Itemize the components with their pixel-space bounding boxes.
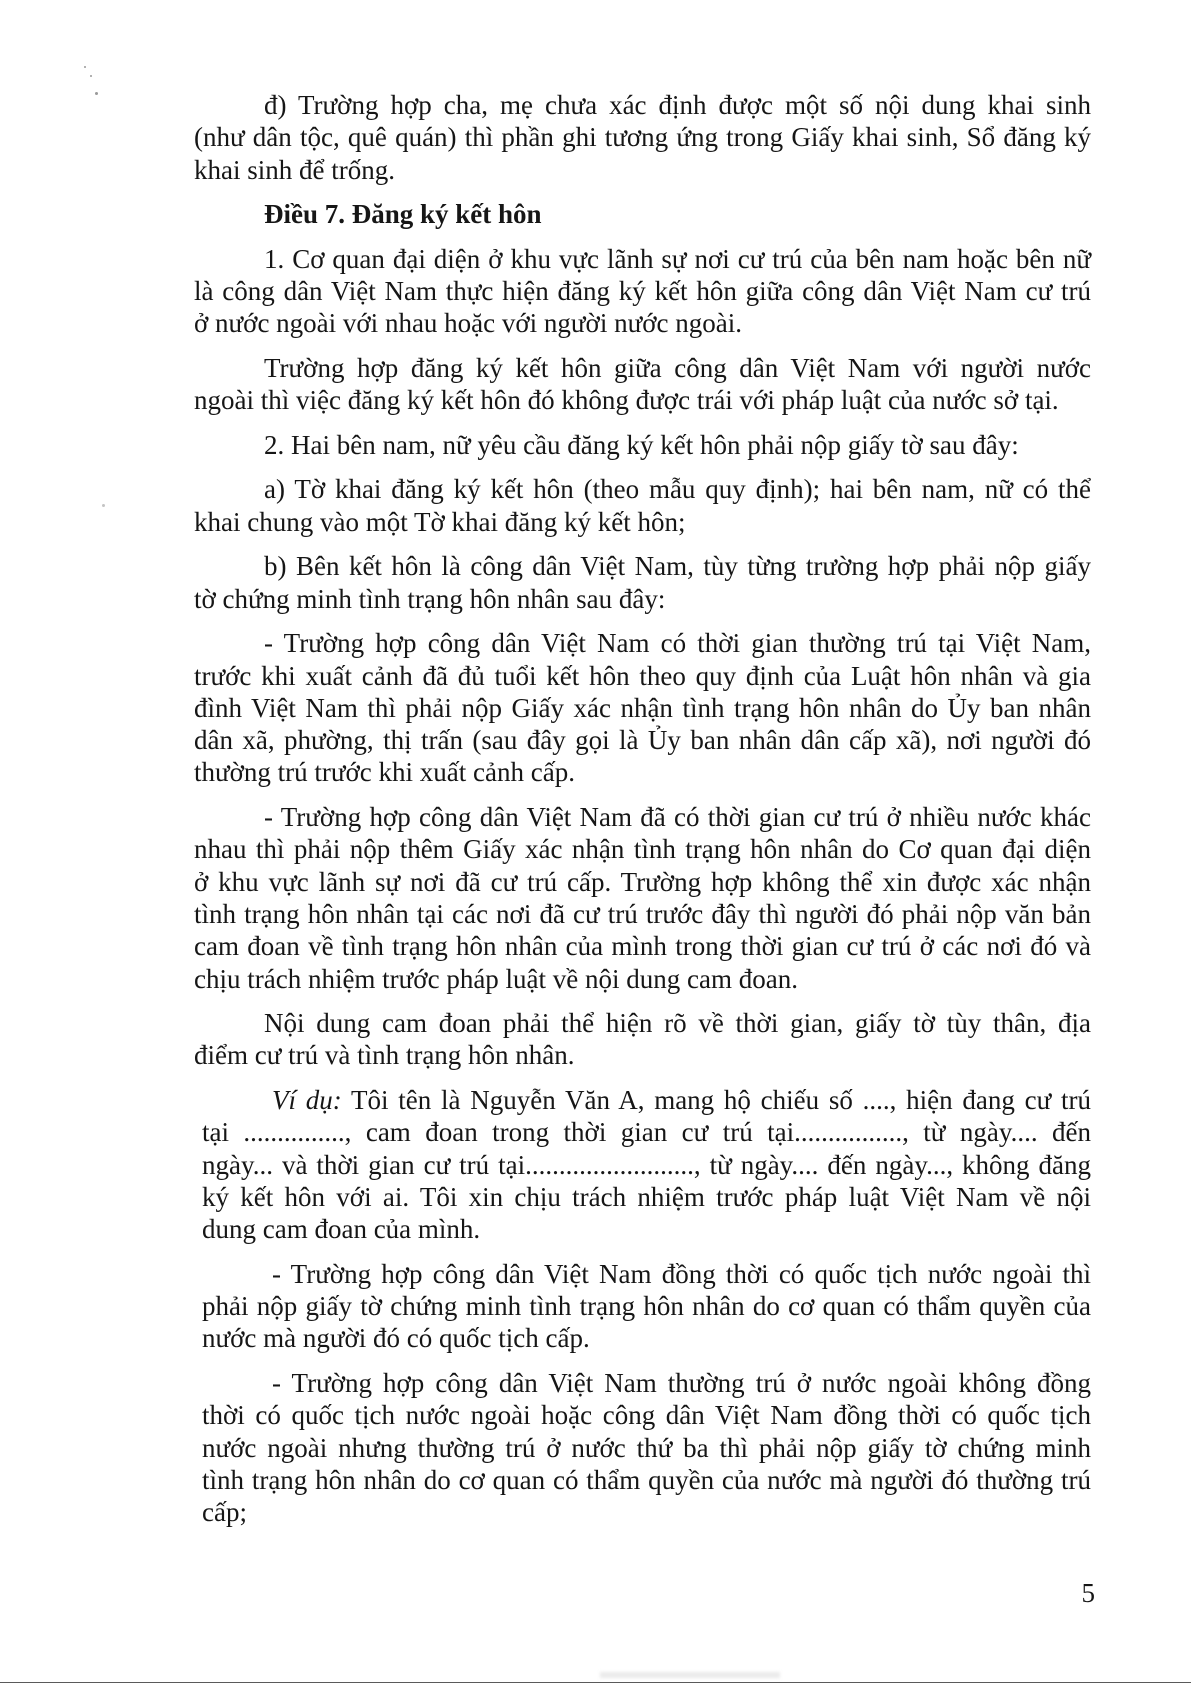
text-line: là công dân Việt Nam thực hiện đăng ký kết hôn giữa công dân Việt Nam cư trú [194, 276, 1091, 307]
text-line: ở khu vực lãnh sự nơi đã cư trú cấp. Trường hợp không thể xin được xác nhận [194, 866, 1091, 897]
text-line: (như dân tộc, quê quán) thì phần ghi tương ứng trong Giấy khai sinh, Sổ đăng ký [194, 122, 1091, 153]
paragraph [194, 550, 1091, 615]
text-line: - Trường hợp công dân Việt Nam thường trú ở nước ngoài không đồng [272, 1367, 1091, 1398]
example-paragraph [202, 1084, 1091, 1245]
article-heading-block [194, 198, 1091, 230]
scan-speck [90, 75, 92, 77]
text-line: điểm cư trú và tình trạng hôn nhân. [194, 1040, 575, 1071]
text-line: - Trường hợp công dân Việt Nam có thời gian thường trú tại Việt Nam, [264, 628, 1091, 659]
text-line: Trường hợp đăng ký kết hôn giữa công dân Việt Nam với người nước [264, 352, 1091, 383]
paragraph [194, 243, 1091, 340]
text-line: cam đoan về tình trạng hôn nhân của mình trong thời gian cư trú ở các nơi đó và [194, 931, 1091, 962]
paragraph [194, 473, 1091, 538]
paragraph [202, 1367, 1091, 1528]
text-line: ngoài thì việc đăng ký kết hôn đó không được trái với pháp luật của nước sở tại. [194, 385, 1059, 416]
text-line: trước khi xuất cảnh đã đủ tuổi kết hôn theo quy định của Luật hôn nhân và gia [194, 660, 1091, 691]
scan-edge-line [0, 1682, 1191, 1683]
paragraph [194, 89, 1091, 186]
text-line: a) Tờ khai đăng ký kết hôn (theo mẫu quy định); hai bên nam, nữ có thể [264, 474, 1091, 505]
text-line: dung cam đoan của mình. [202, 1214, 481, 1245]
text-line: ở nước ngoài với nhau hoặc với người nước ngoài. [194, 308, 742, 339]
document-body [194, 89, 1091, 1541]
paragraph [194, 627, 1091, 788]
article-heading: Điều 7. Đăng ký kết hôn [264, 199, 542, 230]
scan-artifact [600, 1672, 780, 1678]
scan-speck [95, 92, 98, 95]
text-line: cấp; [202, 1497, 247, 1528]
paragraph [194, 429, 1091, 461]
text-line: chịu trách nhiệm trước pháp luật về nội dung cam đoan. [194, 963, 798, 994]
text-line-content: Tôi tên là Nguyễn Văn A, mang hộ chiếu số ...., hiện đang cư trú [351, 1084, 1091, 1115]
text-line: ngày... và thời gian cư trú tại........................., từ ngày.... đến ngày..., không đăng [202, 1149, 1091, 1180]
text-line [202, 1084, 1091, 1116]
text-line: nước ngoài nhưng thường trú ở nước thứ ba thì phải nộp giấy tờ chứng minh [202, 1432, 1091, 1463]
text-line: ký kết hôn với ai. Tôi xin chịu trách nhiệm trước pháp luật Việt Nam về nội [202, 1181, 1091, 1212]
text-line: phải nộp giấy tờ chứng minh tình trạng hôn nhân do cơ quan có thẩm quyền của [202, 1291, 1091, 1322]
example-label: Ví dụ: [272, 1084, 342, 1115]
text-line: đình Việt Nam thì phải nộp Giấy xác nhận tình trạng hôn nhân do Ủy ban nhân [194, 692, 1091, 723]
text-line: khai sinh để trống. [194, 154, 395, 185]
text-line: thời có quốc tịch nước ngoài hoặc công dân Việt Nam đồng thời có quốc tịch [202, 1400, 1091, 1431]
text-line: dân xã, phường, thị trấn (sau đây gọi là Ủy ban nhân dân cấp xã), nơi người đó [194, 725, 1091, 756]
text-line: nước mà người đó có quốc tịch cấp. [202, 1323, 590, 1354]
scan-speck [102, 504, 105, 507]
text-line: nhau thì phải nộp thêm Giấy xác nhận tình trạng hôn nhân do Cơ quan đại diện [194, 834, 1091, 865]
text-line: 1. Cơ quan đại diện ở khu vực lãnh sự nơi cư trú của bên nam hoặc bên nữ [264, 243, 1091, 274]
text-line: 2. Hai bên nam, nữ yêu cầu đăng ký kết hôn phải nộp giấy tờ sau đây: [264, 429, 1019, 460]
text-line: khai chung vào một Tờ khai đăng ký kết hôn; [194, 506, 686, 537]
scan-speck [84, 66, 86, 68]
text-line: - Trường hợp công dân Việt Nam đồng thời có quốc tịch nước ngoài thì [272, 1258, 1091, 1289]
text-line: Nội dung cam đoan phải thể hiện rõ về thời gian, giấy tờ tùy thân, địa [264, 1008, 1091, 1039]
text-line: tại ..............., cam đoan trong thời gian cư trú tại................, từ ngày.... đến [202, 1117, 1091, 1148]
paragraph [202, 1258, 1091, 1355]
paragraph [194, 1007, 1091, 1072]
page-number: 5 [1081, 1578, 1095, 1608]
paragraph [194, 352, 1091, 417]
paragraph [194, 801, 1091, 995]
text-line: tình trạng hôn nhân tại các nơi đã cư trú trước đây thì người đó phải nộp văn bản [194, 898, 1091, 929]
text-line: đ) Trường hợp cha, mẹ chưa xác định được một số nội dung khai sinh [264, 90, 1091, 120]
text-line: tình trạng hôn nhân do cơ quan có thẩm quyền của nước mà người đó thường trú [202, 1464, 1091, 1495]
text-line: thường trú trước khi xuất cảnh cấp. [194, 757, 575, 788]
text-line: - Trường hợp công dân Việt Nam đã có thời gian cư trú ở nhiều nước khác [264, 802, 1091, 833]
text-line: tờ chứng minh tình trạng hôn nhân sau đây: [194, 583, 666, 614]
text-line: b) Bên kết hôn là công dân Việt Nam, tùy từng trường hợp phải nộp giấy [264, 551, 1091, 582]
